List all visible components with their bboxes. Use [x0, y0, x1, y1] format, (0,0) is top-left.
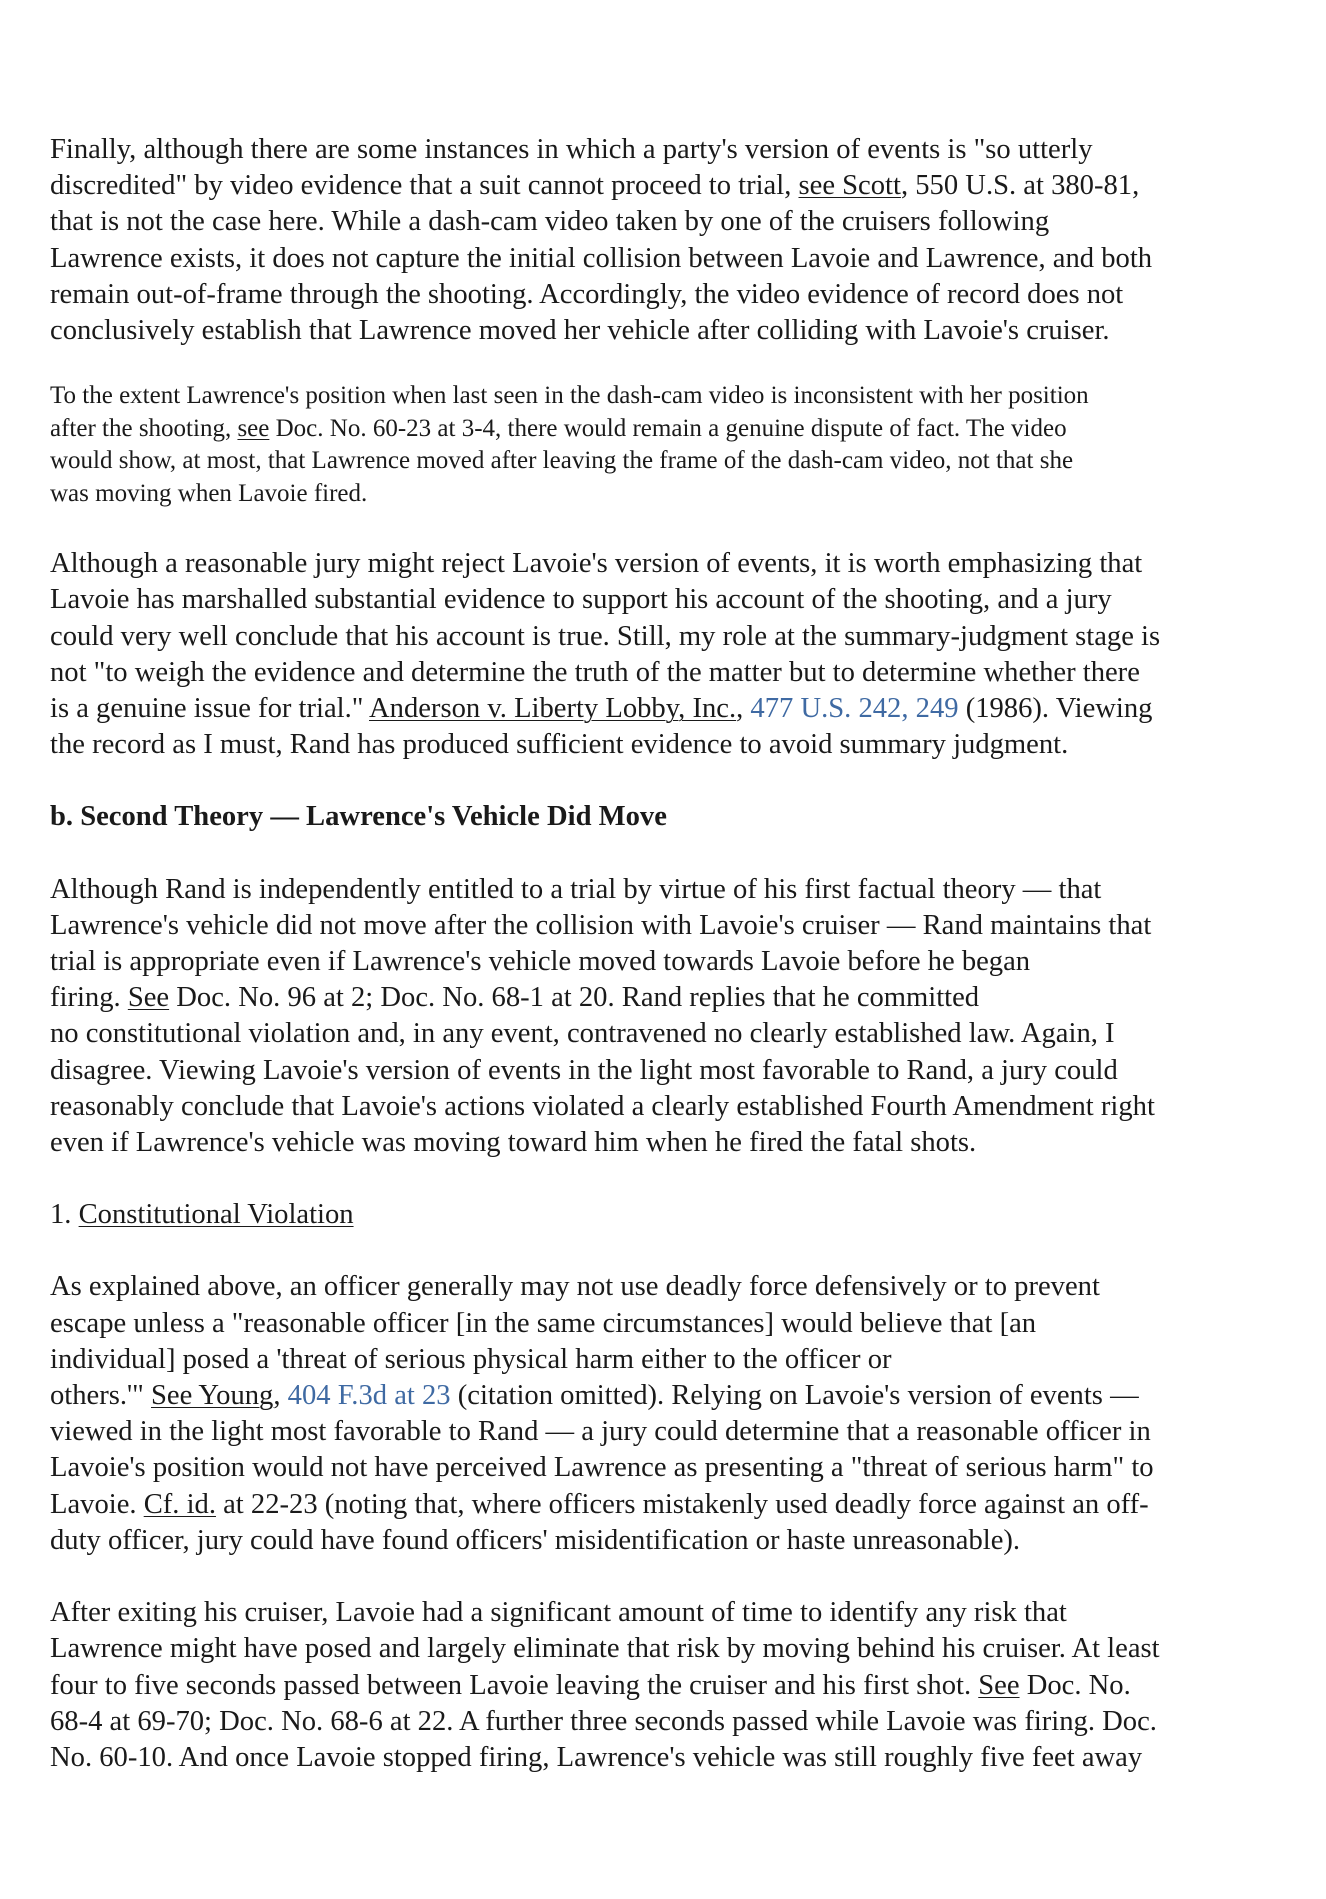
text-span: , — [273, 1380, 288, 1412]
text-span: (1986). Viewing — [958, 693, 1153, 725]
text-line — [50, 168, 1282, 204]
text-line: Although a reasonable jury might reject Lavoie's version of events, it is worth emphasizing that — [50, 548, 1143, 580]
text-line: would show, at most, that Lawrence moved after leaving the frame of the dash-cam video, not that she — [50, 447, 1074, 475]
footnote-paragraph — [50, 380, 1282, 510]
text-line: was moving when Lavoie fired. — [50, 479, 368, 507]
text-line: Finally, although there are some instances in which a party's version of events is "so utterly — [50, 134, 1093, 165]
text-line: duty officer, jury could have found officers' misidentification or haste unreasonable). — [50, 1524, 1021, 1556]
text-span: discredited" by video evidence that a suit cannot proceed to trial, — [50, 170, 799, 202]
text-line — [50, 1487, 1282, 1523]
text-span: Doc. No. 96 at 2; Doc. No. 68-1 at 20. Rand replies that he committed — [169, 982, 980, 1014]
text-span: four to five seconds passed between Lavoie leaving the cruiser and his first shot. — [50, 1669, 979, 1701]
text-line — [50, 413, 1282, 446]
text-line — [50, 1668, 1282, 1704]
text-span: firing. — [50, 982, 128, 1014]
text-line: escape unless a "reasonable officer [in the same circumstances] would believe that [an — [50, 1307, 1037, 1339]
citation-link-anderson[interactable]: 477 U.S. 242, 249 — [750, 693, 959, 725]
text-line: remain out-of-frame through the shooting. Accordingly, the video evidence of record does not — [50, 278, 1124, 310]
spacer — [50, 1233, 1282, 1269]
text-line: To the extent Lawrence's position when last seen in the dash-cam video is inconsistent with her position — [50, 382, 1089, 410]
text-line: no constitutional violation and, in any event, contravened no clearly established law. Again, I — [50, 1018, 1115, 1050]
spacer — [50, 510, 1282, 546]
text-line: the record as I must, Rand has produced sufficient evidence to avoid summary judgment. — [50, 729, 1069, 761]
heading-number: 1. — [50, 1199, 79, 1231]
citation-link-young[interactable]: 404 F.3d at 23 — [287, 1380, 451, 1412]
text-line: Lawrence exists, it does not capture the initial collision between Lavoie and Lawrence, and both — [50, 242, 1153, 274]
text-span: Lavoie. — [50, 1488, 144, 1520]
text-line — [50, 691, 1282, 727]
text-line — [50, 1378, 1282, 1414]
text-line: individual] posed a 'threat of serious physical harm either to the officer or — [50, 1343, 892, 1375]
text-line: reasonably conclude that Lavoie's actions violated a clearly established Fourth Amendment right — [50, 1090, 1155, 1122]
text-line — [50, 980, 1282, 1016]
text-line: Although Rand is independently entitled to a trial by virtue of his first factual theory — that — [50, 873, 1102, 905]
spacer — [50, 349, 1282, 380]
text-line: After exiting his cruiser, Lavoie had a significant amount of time to identify any risk that — [50, 1597, 1067, 1629]
citation-see: See — [978, 1669, 1020, 1701]
text-line: not "to weigh the evidence and determine the truth of the matter but to determine whether there — [50, 656, 1140, 688]
case-name-anderson: Anderson v. Liberty Lobby, Inc. — [369, 693, 737, 725]
section-heading-second-theory: b. Second Theory — Lawrence's Vehicle Did Move — [50, 801, 667, 833]
citation-see: See — [127, 982, 170, 1014]
text-span: (citation omitted). Relying on Lavoie's version of events — — [450, 1380, 1139, 1412]
subsection-heading-constitutional-violation — [50, 1197, 1282, 1233]
text-line: No. 60-10. And once Lavoie stopped firing, Lawrence's vehicle was still roughly five feet away — [50, 1741, 1143, 1773]
text-line: As explained above, an officer generally may not use deadly force defensively or to prevent — [50, 1271, 1100, 1303]
heading-title: Constitutional Violation — [78, 1199, 354, 1231]
paragraph-deadly-force — [50, 1269, 1282, 1559]
text-line: Lavoie's position would not have perceived Lawrence as presenting a "threat of serious harm" to — [50, 1452, 1154, 1484]
text-span: after the shooting, — [50, 414, 238, 442]
spacer — [50, 1559, 1282, 1595]
text-line: could very well conclude that his account is true. Still, my role at the summary-judgment stage is — [50, 620, 1161, 652]
text-line: trial is appropriate even if Lawrence's vehicle moved towards Lavoie before he began — [50, 946, 1031, 978]
text-line: disagree. Viewing Lavoie's version of events in the light most favorable to Rand, a jury could — [50, 1054, 1118, 1086]
text-line: viewed in the light most favorable to Rand — a jury could determine that a reasonable officer in — [50, 1416, 1151, 1448]
text-span: is a genuine issue for trial." — [50, 693, 369, 725]
text-line: Lavoie has marshalled substantial evidence to support his account of the shooting, and a jury — [50, 584, 1112, 616]
text-line: even if Lawrence's vehicle was moving toward him when he fired the fatal shots. — [50, 1127, 977, 1159]
text-span: others.'" — [50, 1380, 151, 1412]
text-line: Lawrence might have posed and largely eliminate that risk by moving behind his cruiser. At least — [50, 1633, 1160, 1665]
text-span: Doc. No. 60-23 at 3-4, there would remain a genuine dispute of fact. The video — [269, 414, 1067, 442]
citation-see-scott: see Scott — [798, 170, 901, 202]
paragraph-video-evidence — [50, 132, 1282, 349]
text-line: that is not the case here. While a dash-cam video taken by one of the cruisers following — [50, 206, 1050, 238]
citation-see: see — [237, 414, 270, 442]
spacer — [50, 1161, 1282, 1197]
spacer — [50, 763, 1282, 799]
text-span: at 22-23 (noting that, where officers mistakenly used deadly force against an off- — [215, 1488, 1149, 1520]
text-span: , — [736, 693, 751, 725]
citation-see-young: See Young — [151, 1380, 274, 1412]
paragraph-reasonable-jury — [50, 546, 1282, 763]
paragraph-time-to-identify-risk — [50, 1595, 1282, 1776]
text-line: Lawrence's vehicle did not move after the collision with Lavoie's cruiser — Rand maintains that — [50, 909, 1152, 941]
document-page — [50, 132, 1282, 1776]
text-span: Doc. No. — [1019, 1669, 1131, 1701]
text-line: 68-4 at 69-70; Doc. No. 68-6 at 22. A further three seconds passed while Lavoie was firing. Doc. — [50, 1705, 1157, 1737]
text-span: , 550 U.S. at 380-81, — [900, 170, 1140, 202]
text-line: conclusively establish that Lawrence moved her vehicle after colliding with Lavoie's cruiser. — [50, 315, 1110, 347]
paragraph-second-theory — [50, 872, 1282, 1162]
spacer — [50, 836, 1282, 872]
citation-cf-id: Cf. id. — [143, 1488, 216, 1520]
